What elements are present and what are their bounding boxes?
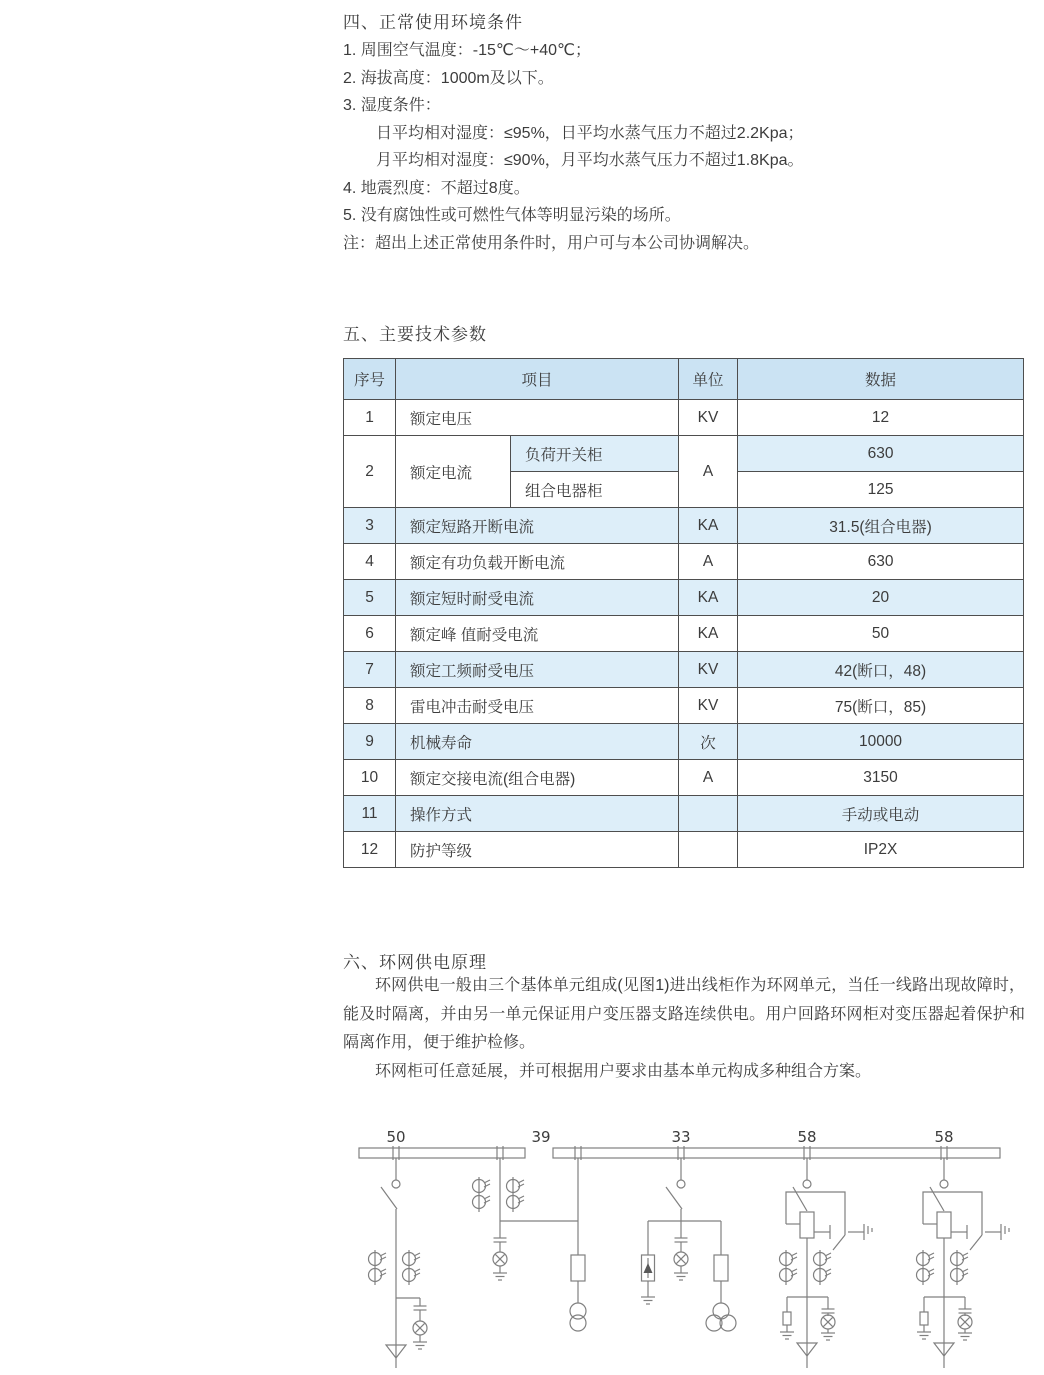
cell-unit: KV: [679, 688, 738, 724]
cell-value: IP2X: [738, 832, 1024, 868]
diagram-label: 58: [797, 1128, 817, 1146]
paragraph: 环网柜可任意延展，并可根据用户要求由基本单元构成多种组合方案。: [375, 1062, 872, 1080]
ground-icon: [641, 1297, 655, 1304]
cell-item: 额定短路开断电流: [396, 508, 679, 544]
capacitor-icon: [675, 1238, 688, 1242]
section6-paragraphs: [343, 972, 1025, 1086]
cell-unit: KA: [679, 508, 738, 544]
cell-unit: [679, 832, 738, 868]
condition-item: 月平均相对湿度：≤90%，月平均水蒸气压力不超过1.8Kpa。: [376, 152, 804, 169]
busbar-right: [553, 1148, 1000, 1158]
ground-icon: [413, 1342, 427, 1349]
voltage-transformer-icon: [570, 1303, 586, 1331]
table-header-row: [344, 359, 1024, 400]
table-row: [344, 580, 1024, 616]
table-row: [344, 724, 1024, 760]
fuse-icon: [571, 1255, 585, 1281]
cell-item: 防护等级: [396, 832, 679, 868]
table-row: [344, 688, 1024, 724]
section5-title: 五、主要技术参数: [343, 325, 487, 344]
cell-no: 2: [344, 436, 396, 508]
cell-no: 3: [344, 508, 396, 544]
cell-value: 12: [738, 400, 1024, 436]
cell-item: 额定电压: [396, 400, 679, 436]
cell-value: 630: [738, 544, 1024, 580]
cell-no: 11: [344, 796, 396, 832]
voltage-transformer-icon: [706, 1303, 736, 1331]
cell-item: 额定有功负载开断电流: [396, 544, 679, 580]
capacitor-icon: [494, 1238, 507, 1242]
cell-item: 雷电冲击耐受电压: [396, 688, 679, 724]
cell-unit: A: [679, 760, 738, 796]
cell-no: 10: [344, 760, 396, 796]
condition-item: 日平均相对湿度：≤95%，日平均水蒸气压力不超过2.2Kpa；: [376, 124, 804, 142]
ground-icon: [493, 1273, 507, 1280]
diagram-label: 33: [671, 1128, 691, 1146]
cell-value: 20: [738, 580, 1024, 616]
header-item: 项目: [396, 359, 679, 400]
cell-item: 额定峰 值耐受电流: [396, 616, 679, 652]
fuse-icon: [714, 1255, 728, 1281]
lamp-icon: [413, 1321, 427, 1335]
capacitor-icon: [414, 1306, 427, 1310]
cell-no: 4: [344, 544, 396, 580]
diagram-label: 39: [531, 1128, 551, 1146]
cell-unit: A: [679, 436, 738, 508]
table-row: [344, 400, 1024, 436]
technical-parameters-table: [343, 358, 1024, 868]
cell-unit: KV: [679, 400, 738, 436]
cell-value: 3150: [738, 760, 1024, 796]
cell-value: 42(断口，48): [738, 652, 1024, 688]
cell-unit: KA: [679, 616, 738, 652]
condition-item: 注：超出上述正常使用条件时，用户可与本公司协调解决。: [343, 234, 760, 252]
cell-no: 1: [344, 400, 396, 436]
diagram-label: 50: [386, 1128, 406, 1146]
header-unit: 单位: [679, 359, 738, 400]
cell-unit: [679, 796, 738, 832]
cell-no: 5: [344, 580, 396, 616]
cell-unit: KA: [679, 580, 738, 616]
cell-item: 额定电流: [396, 436, 511, 508]
cell-unit: KV: [679, 652, 738, 688]
cell-no: 6: [344, 616, 396, 652]
diagram-label: 58: [934, 1128, 954, 1146]
table-row: [344, 796, 1024, 832]
cell-item: 操作方式: [396, 796, 679, 832]
table-row: [344, 436, 1024, 472]
current-transformer-icon: [369, 1250, 421, 1285]
lamp-icon: [493, 1252, 507, 1266]
cell-unit: 次: [679, 724, 738, 760]
table-row: [344, 616, 1024, 652]
unit-50-cable-feeder: [369, 1158, 428, 1368]
table-row: [344, 508, 1024, 544]
cell-no: 8: [344, 688, 396, 724]
cell-value: 50: [738, 616, 1024, 652]
cell-value: 75(断口，85): [738, 688, 1024, 724]
section4-title: 四、正常使用环境条件: [343, 13, 523, 32]
section6-title: 六、环网供电原理: [343, 953, 487, 972]
unit-39-bus-tie: [473, 1158, 587, 1331]
current-transformer-icon: [473, 1177, 525, 1212]
cell-item: 额定短时耐受电流: [396, 580, 679, 616]
cell-no: 7: [344, 652, 396, 688]
table-row: [344, 652, 1024, 688]
condition-item: 3. 湿度条件：: [343, 97, 441, 114]
paragraph: 环网供电一般由三个基体单元组成(见图1)进出线柜作为环网单元，当任一线路出现故障时，能及时隔离，并由另一单元保证用户变压器支路连续供电。用户回路环网柜对变压器起着保护和隔离作用，便于维护检修。: [343, 977, 1025, 1051]
cell-value: 31.5(组合电器): [738, 508, 1024, 544]
cell-value: 10000: [738, 724, 1024, 760]
unit-33-pt-unit: [641, 1158, 736, 1331]
cell-item: 机械寿命: [396, 724, 679, 760]
ground-icon: [674, 1273, 688, 1280]
surge-arrester-icon: [642, 1255, 655, 1281]
cell-value: 125: [738, 472, 1024, 508]
cell-item: 额定交接电流(组合电器): [396, 760, 679, 796]
ring-network-diagram: [0, 1125, 1044, 1375]
cell-no: 9: [344, 724, 396, 760]
cell-no: 12: [344, 832, 396, 868]
cell-value: 手动或电动: [738, 796, 1024, 832]
table-row: [344, 760, 1024, 796]
header-value: 数据: [738, 359, 1024, 400]
cell-value: 630: [738, 436, 1024, 472]
condition-item: 2. 海拔高度：1000m及以下。: [343, 69, 554, 87]
table-row: [344, 832, 1024, 868]
condition-item: 4. 地震烈度：不超过8度。: [343, 179, 530, 197]
condition-item: 1. 周围空气温度：-15℃～+40℃；: [343, 42, 591, 59]
cell-subitem: 负荷开关柜: [511, 436, 679, 472]
table-row: [344, 544, 1024, 580]
unit-58-switch-fuse: [780, 1158, 873, 1368]
cell-subitem: 组合电器柜: [511, 472, 679, 508]
cell-item: 额定工频耐受电压: [396, 652, 679, 688]
environment-conditions-list: [343, 37, 1003, 257]
unit-58-switch-fuse: [917, 1158, 1010, 1368]
cell-unit: A: [679, 544, 738, 580]
busbar-left: [359, 1148, 525, 1158]
condition-item: 5. 没有腐蚀性或可燃性气体等明显污染的场所。: [343, 207, 681, 224]
header-no: 序号: [344, 359, 396, 400]
lamp-icon: [674, 1252, 688, 1266]
